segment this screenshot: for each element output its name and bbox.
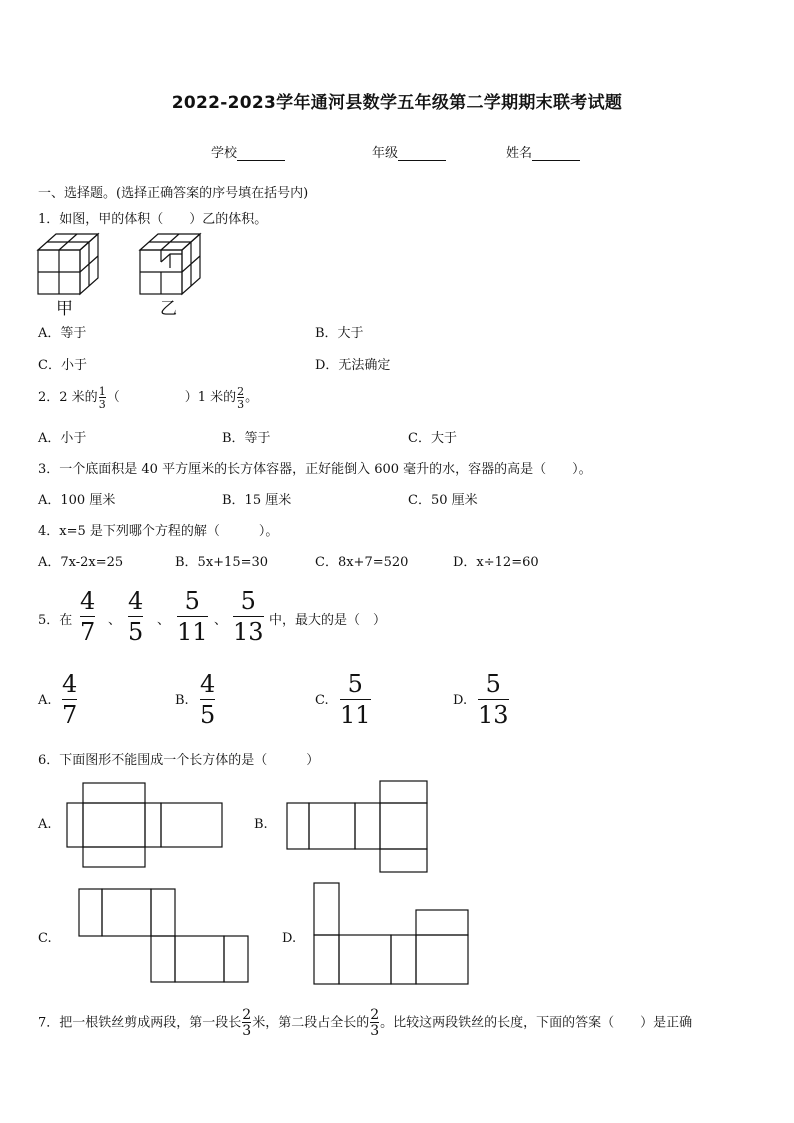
q5-prefix: 5．在 xyxy=(38,613,73,628)
school-blank[interactable] xyxy=(237,148,285,161)
q5-sep-1: 、 xyxy=(108,613,122,628)
q5-fraction-2: 4 5 xyxy=(128,587,144,646)
name-blank[interactable] xyxy=(532,148,580,161)
q6-net-c[interactable] xyxy=(78,888,252,984)
q5-option-b-letter[interactable]: B. xyxy=(175,693,189,708)
q2-stem xyxy=(38,384,258,412)
q2-fraction-1: $\frac{1}{3}$ xyxy=(98,384,106,411)
q7-stem xyxy=(38,1008,692,1038)
grade-blank[interactable] xyxy=(398,148,446,161)
name-field xyxy=(506,142,580,161)
q7-fraction-1: $\frac{2}{3}$ xyxy=(242,1007,252,1039)
q3-stem: 3．一个底面积是 40 平方厘米的长方体容器，正好能倒入 600 毫升的水，容器的高是（ ）。 xyxy=(38,462,592,477)
q5-sep-2: 、 xyxy=(157,613,171,628)
q2-suffix: 。 xyxy=(245,390,259,405)
q3-option-c[interactable]: C．50 厘米 xyxy=(408,493,478,508)
q3-option-a[interactable]: A．100 厘米 xyxy=(38,493,116,508)
q5-option-b-fraction[interactable]: 4 5 xyxy=(200,670,216,729)
q6-option-d-letter[interactable]: D. xyxy=(282,931,297,946)
q6-option-a-letter[interactable]: A. xyxy=(38,817,52,832)
q1-option-b[interactable]: B．大于 xyxy=(315,326,364,341)
q6-net-a[interactable] xyxy=(66,782,226,868)
q5-fraction-4: 5 13 xyxy=(233,587,264,646)
q4-option-d[interactable]: D．x÷12=60 xyxy=(453,555,539,570)
q6-stem: 6．下面图形不能围成一个长方体的是（ ） xyxy=(38,753,320,768)
q1-figure-jia-label: 甲 xyxy=(56,299,73,319)
q5-sep-3: 、 xyxy=(214,613,228,628)
q5-option-a-fraction[interactable]: 4 7 xyxy=(62,670,78,729)
q1-figure-yi xyxy=(138,232,208,298)
q6-option-b-letter[interactable]: B. xyxy=(254,817,268,832)
q1-stem: 1．如图，甲的体积（ ）乙的体积。 xyxy=(38,212,268,227)
q4-stem: 4．x=5 是下列哪个方程的解（ ）。 xyxy=(38,524,279,539)
q3-option-b[interactable]: B．15 厘米 xyxy=(222,493,292,508)
q4-option-c[interactable]: C．8x+7=520 xyxy=(315,555,409,570)
q2-option-c[interactable]: C．大于 xyxy=(408,431,457,446)
q1-figure-jia xyxy=(36,232,106,298)
q5-option-d-fraction[interactable]: 5 13 xyxy=(478,670,509,729)
q2-fraction-2: $\frac{2}{3}$ xyxy=(237,384,245,411)
q6-net-b[interactable] xyxy=(286,780,431,874)
q4-option-a[interactable]: A．7x-2x=25 xyxy=(38,555,124,570)
q2-option-b[interactable]: B．等于 xyxy=(222,431,271,446)
q6-net-d[interactable] xyxy=(313,882,473,986)
q7-suffix: 。比较这两段铁丝的长度，下面的答案（ ）是正确 xyxy=(380,1015,693,1031)
q2-prefix: 2．2 米的 xyxy=(38,390,98,405)
grade-label: 年级 xyxy=(372,146,399,161)
q5-fraction-3: 5 11 xyxy=(177,587,208,646)
q5-suffix: 中，最大的是（ ） xyxy=(269,613,387,628)
q7-prefix: 7．把一根铁丝剪成两段，第一段长 xyxy=(38,1015,242,1031)
grade-field xyxy=(372,142,446,161)
q5-fraction-1: 4 7 xyxy=(80,587,96,646)
q7-fraction-2: $\frac{2}{3}$ xyxy=(370,1007,380,1039)
q5-option-c-fraction[interactable]: 5 11 xyxy=(340,670,371,729)
name-label: 姓名 xyxy=(506,146,533,161)
school-field xyxy=(211,142,285,161)
section-heading: 一、选择题。(选择正确答案的序号填在括号内) xyxy=(38,186,309,201)
page-title: 2022-2023学年通河县数学五年级第二学期期末联考试题 xyxy=(171,93,623,113)
school-label: 学校 xyxy=(211,146,238,161)
q1-option-d[interactable]: D．无法确定 xyxy=(315,358,391,373)
q5-option-a-letter[interactable]: A. xyxy=(38,693,52,708)
q4-option-b[interactable]: B．5x+15=30 xyxy=(175,555,269,570)
q1-option-c[interactable]: C．小于 xyxy=(38,358,87,373)
q5-option-d-letter[interactable]: D. xyxy=(453,693,468,708)
q5-option-c-letter[interactable]: C. xyxy=(315,693,329,708)
q1-option-a[interactable]: A．等于 xyxy=(38,326,87,341)
q7-middle: 米，第二段占全长的 xyxy=(252,1015,370,1031)
q1-figure-yi-label: 乙 xyxy=(160,299,177,319)
q2-option-a[interactable]: A．小于 xyxy=(38,431,87,446)
q2-middle: （ ）1 米的 xyxy=(106,390,237,405)
q6-option-c-letter[interactable]: C. xyxy=(38,931,52,946)
